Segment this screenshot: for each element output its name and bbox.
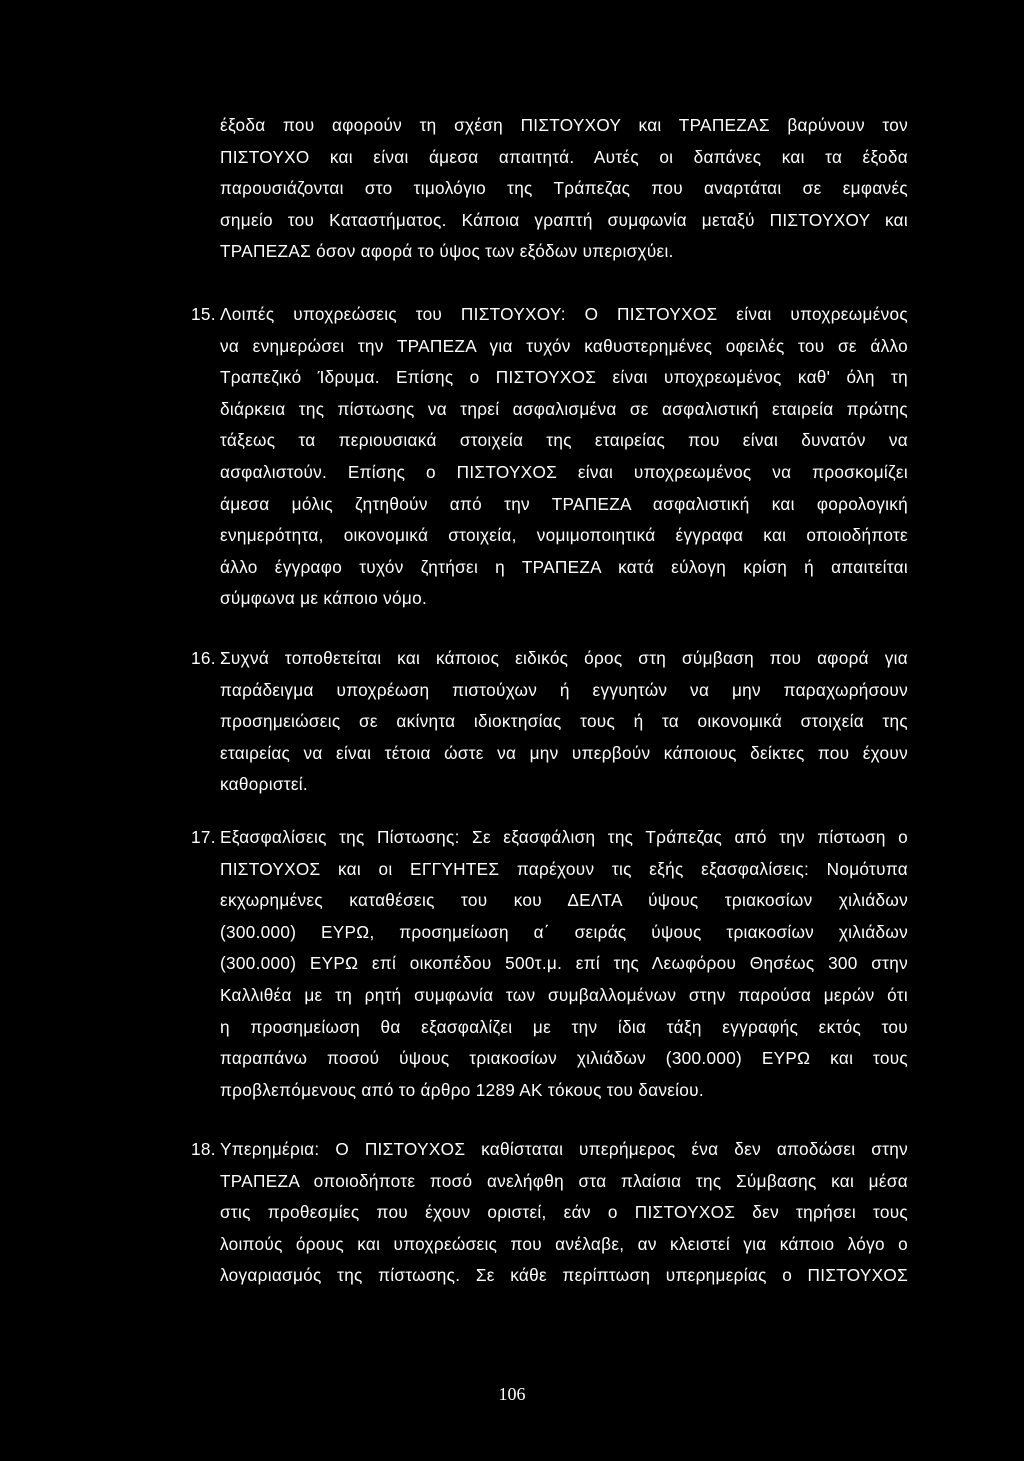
paragraph-line: στις προθεσμίες που έχουν οριστεί, εάν ο ΠΙΣΤΟΥΧΟΣ δεν τηρήσει τους bbox=[220, 1202, 908, 1223]
paragraph-line: σύμφωνα με κάποιο νόμο. bbox=[220, 588, 428, 609]
paragraph-line: ΤΡΑΠΕΖΑΣ όσον αφορά το ύψος των εξόδων υπερισχύει. bbox=[220, 241, 674, 262]
paragraph-line: Καλλιθέα με τη ρητή συμφωνία των συμβαλλομένων στην παρούσα μερών ότι bbox=[220, 984, 908, 1005]
paragraph-line: άλλο έγγραφο τυχόν ζητήσει η ΤΡΑΠΕΖΑ κατά εύλογη κρίση ή απαιτείται bbox=[220, 556, 908, 577]
paragraph-line: η προσημείωση θα εξασφαλίζει με την ίδια τάξη εγγραφής εκτός του bbox=[220, 1016, 908, 1037]
clause-17 bbox=[191, 822, 908, 1106]
paragraph-line: ΤΡΑΠΕΖΑ οποιοδήποτε ποσό ανελήφθη στα πλαίσια της Σύμβασης και μέσα bbox=[220, 1170, 908, 1191]
clause-number: 18. bbox=[191, 1139, 216, 1159]
clause-15 bbox=[191, 299, 908, 615]
paragraph-line: ασφαλιστούν. Επίσης ο ΠΙΣΤΟΥΧΟΣ είναι υποχρεωμένος να προσκομίζει bbox=[220, 461, 908, 482]
paragraph-line: διάρκεια της πίστωσης να τηρεί ασφαλισμένα σε ασφαλιστική εταιρεία πρώτης bbox=[220, 398, 908, 419]
clause-number: 17. bbox=[191, 827, 216, 847]
paragraph-line: Λοιπές υποχρεώσεις του ΠΙΣΤΟΥΧΟΥ: Ο ΠΙΣΤΟΥΧΟΣ είναι υποχρεωμένος bbox=[220, 304, 908, 324]
paragraph-line: εταιρείας να είναι τέτοια ώστε να μην υπερβούν κάποιους δείκτες που έχουν bbox=[220, 742, 908, 763]
clause-16 bbox=[191, 643, 908, 801]
paragraph-line: προβλεπόμενους από το άρθρο 1289 ΑΚ τόκους του δανείου. bbox=[220, 1079, 704, 1100]
paragraph-line: προσημειώσεις σε ακίνητα ιδιοκτησίας τους ή τα οικονομικά στοιχεία της bbox=[220, 711, 908, 732]
paragraph-line: έξοδα που αφορούν τη σχέση ΠΙΣΤΟΥΧΟΥ και ΤΡΑΠΕΖΑΣ βαρύνουν τον bbox=[220, 115, 908, 135]
paragraph-line: ΠΙΣΤΟΥΧΟΣ και οι ΕΓΓΥΗΤΕΣ παρέχουν τις εξής εξασφαλίσεις: Νομότυπα bbox=[220, 858, 908, 879]
paragraph-line: εκχωρημένες καταθέσεις του κου ΔΕΛΤΑ ύψους τριακοσίων χιλιάδων bbox=[220, 890, 908, 911]
paragraph-line: τάξεως τα περιουσιακά στοιχεία της εταιρείας που είναι δυνατόν να bbox=[220, 430, 908, 451]
paragraph-line: παραπάνω ποσού ύψους τριακοσίων χιλιάδων (300.000) ΕΥΡΩ και τους bbox=[220, 1048, 908, 1069]
paragraph-line: παράδειγμα υποχρέωση πιστούχων ή εγγυητών να μην παραχωρήσουν bbox=[220, 679, 908, 700]
paragraph-line: να ενημερώσει την ΤΡΑΠΕΖΑ για τυχόν καθυστερημένες οφειλές του σε άλλο bbox=[220, 335, 908, 356]
paragraph-line: (300.000) ΕΥΡΩ επί οικοπέδου 500τ.μ. επί της Λεωφόρου Θησέως 300 στην bbox=[220, 953, 908, 974]
intro-paragraph bbox=[220, 110, 908, 268]
paragraph-line: καθοριστεί. bbox=[220, 774, 308, 795]
clause-number: 16. bbox=[191, 648, 216, 668]
paragraph-line: Εξασφαλίσεις της Πίστωσης: Σε εξασφάλιση της Τράπεζας από την πίστωση ο bbox=[220, 827, 908, 847]
page-number: 106 bbox=[498, 1384, 526, 1404]
clause-number: 15. bbox=[191, 304, 216, 324]
clause-18 bbox=[191, 1134, 908, 1292]
paragraph-line: σημείο του Καταστήματος. Κάποια γραπτή συμφωνία μεταξύ ΠΙΣΤΟΥΧΟΥ και bbox=[220, 209, 908, 230]
paragraph-line: Τραπεζικό Ίδρυμα. Επίσης ο ΠΙΣΤΟΥΧΟΣ είναι υποχρεωμένος καθ' όλη τη bbox=[220, 367, 908, 388]
paragraph-line: Υπερημέρια: Ο ΠΙΣΤΟΥΧΟΣ καθίσταται υπερήμερος ένα δεν αποδώσει στην bbox=[220, 1139, 908, 1159]
paragraph-line: (300.000) ΕΥΡΩ, προσημείωση α΄ σειράς ύψους τριακοσίων χιλιάδων bbox=[220, 921, 908, 942]
paragraph-line: παρουσιάζονται στο τιμολόγιο της Τράπεζας που αναρτάται σε εμφανές bbox=[220, 178, 908, 199]
paragraph-line: άμεσα μόλις ζητηθούν από την ΤΡΑΠΕΖΑ ασφαλιστική και φορολογική bbox=[220, 493, 908, 514]
paragraph-line: ενημερότητα, οικονομικά στοιχεία, νομιμοποιητικά έγγραφα και οποιοδήποτε bbox=[220, 525, 908, 546]
paragraph-line: ΠΙΣΤΟΥΧΟ και είναι άμεσα απαιτητά. Αυτές οι δαπάνες και τα έξοδα bbox=[220, 146, 908, 167]
paragraph-line: λογαριασμός της πίστωσης. Σε κάθε περίπτωση υπερημερίας ο ΠΙΣΤΟΥΧΟΣ bbox=[220, 1265, 908, 1286]
paragraph-line: Συχνά τοποθετείται και κάποιος ειδικός όρος στη σύμβαση που αφορά για bbox=[220, 648, 908, 668]
paragraph-line: λοιπούς όρους και υποχρεώσεις που ανέλαβε, αν κλειστεί για κάποιο λόγο ο bbox=[220, 1233, 908, 1254]
